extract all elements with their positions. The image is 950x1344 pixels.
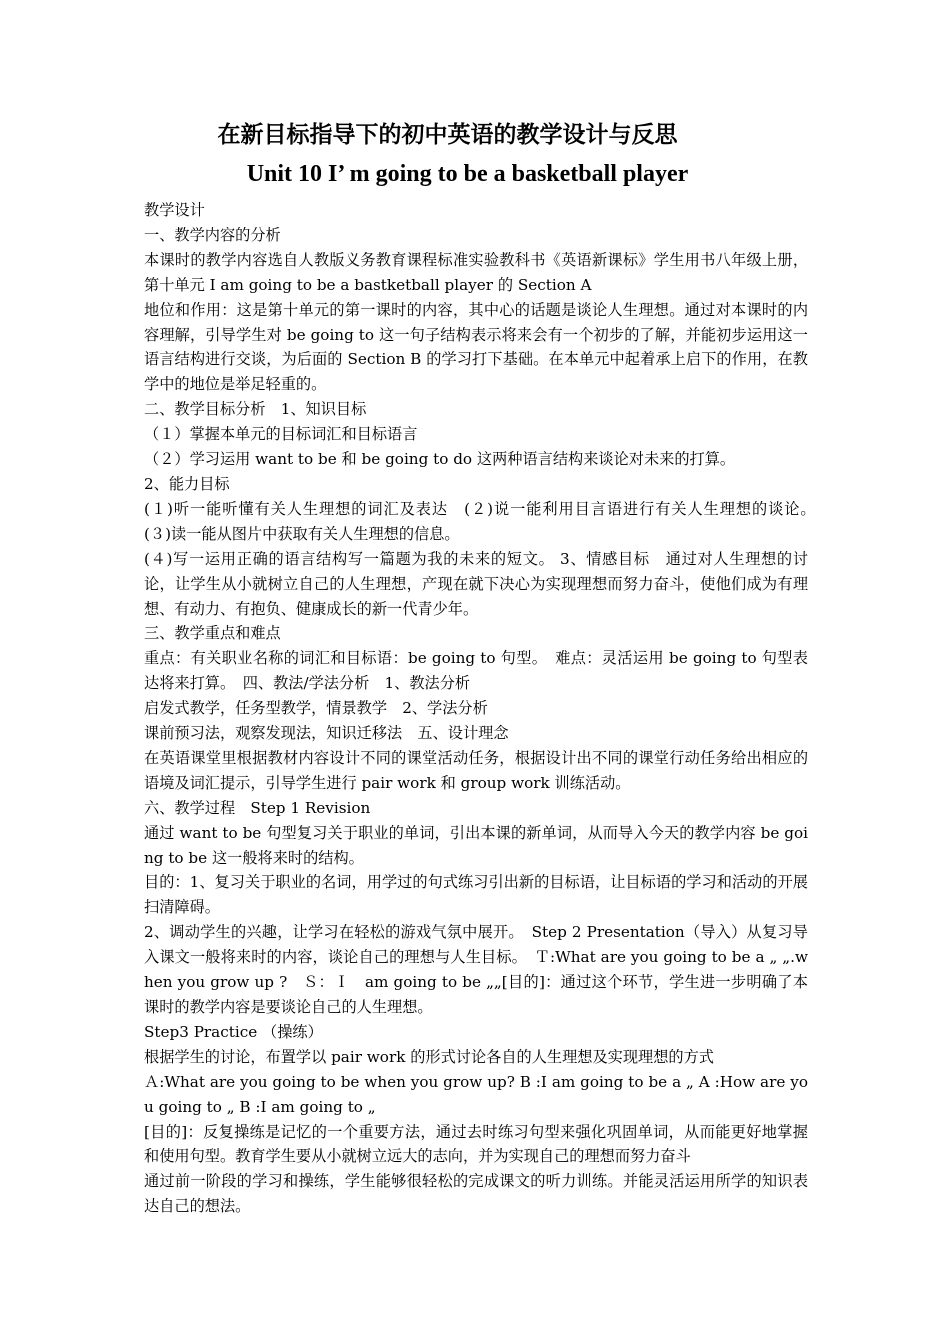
paragraph: 目的：1、复习关于职业的名词，用学过的句式练习引出新的目标语，让目标语的学习和活动的开展扫清障碍。 <box>144 873 808 917</box>
paragraph: （２）学习运用 want to be 和 be going to do 这两种语言结构来谈论对未来的打算。 <box>144 450 736 469</box>
paragraph: 2、能力目标 <box>144 474 230 493</box>
paragraph: (１)听一能听懂有关人生理想的词汇及表达 (２)说一能利用目言语进行有关人生理想的谈论。 (３)读一能从图片中获取有关人生理想的信息。 <box>144 499 824 543</box>
paragraph: [目的]：反复操练是记忆的一个重要方法，通过去时练习句型来强化巩固单词，从而能更好地掌握和使用句型。教育学生要从小就树立远大的志向，并为实现自己的理想而努力奋斗 <box>144 1122 808 1166</box>
paragraph: 地位和作用：这是第十单元的第一课时的内容，其中心的话题是谈论人生理想。通过对本课时的内容理解，引导学生对 be going to 这一句子结构表示将来会有一个初步的了解，并能初步运用这一语言结构进行交谈，为后面的 Section B 的学习打下基础。在本单元中起着承上启下的作用，在教学中的地位是举足轻重的。 <box>144 300 808 394</box>
paragraph: Ａ:What are you going to be when you grow up? B :I am going to be a „ A :How are you going to „ B :I am going to „ <box>144 1072 808 1116</box>
document-title: 在新目标指导下的初中英语的教学设计与反思 <box>217 122 678 148</box>
paragraph: 通过前一阶段的学习和操练，学生能够很轻松的完成课文的听力训练。并能灵活运用所学的知识表达自己的想法。 <box>144 1172 808 1216</box>
paragraph-section-3: 三、教学重点和难点 <box>144 624 281 643</box>
paragraph: 课前预习法，观察发现法，知识迁移法 五、设计理念 <box>144 724 509 743</box>
paragraph: (４)写一运用正确的语言结构写一篇题为我的未来的短文。 3、情感目标 通过对人生理想的讨论，让学生从小就树立自己的人生理想，产现在就下决心为实现理想而努力奋斗，使他们成为有理想、有动力、有抱负、健康成长的新一代青少年。 <box>144 549 808 618</box>
paragraph: 2、调动学生的兴趣，让学习在轻松的游戏气氛中展开。 Step 2 Presentation（导入）从复习导入课文一般将来时的内容，谈论自己的理想与人生目标。 Ｔ:What are you going to be a „ „.when you grow up ? Ｓ：Ｉ am going to be „„[目的]：通过这个环节，学生进一步明确了本课时的教学内容是要谈论自己的人生理想。 <box>144 923 808 1016</box>
paragraph: （１）掌握本单元的目标词汇和目标语言 <box>144 425 418 444</box>
paragraph-section-2: 二、教学目标分析 1、知识目标 <box>144 400 367 419</box>
paragraph-step-3: Step3 Practice （操练） <box>144 1022 323 1041</box>
paragraph: 在英语课堂里根据教材内容设计不同的课堂活动任务，根据设计出不同的课堂行动任务给出相应的语境及词汇提示，引导学生进行 pair work 和 group work 训练活动。 <box>144 748 808 792</box>
document-body <box>144 198 824 1219</box>
paragraph: 启发式教学，任务型教学，情景教学 2、学法分析 <box>144 699 488 718</box>
document-subtitle: Unit 10 I’ m going to be a basketball player <box>246 161 689 187</box>
paragraph-heading-design: 教学设计 <box>144 201 205 219</box>
paragraph: 根据学生的讨论，布置学以 pair work 的形式讨论各自的人生理想及实现理想的方式 <box>144 1047 714 1066</box>
paragraph: 本课时的教学内容选自人教版义务教育课程标准实验教科书《英语新课标》学生用书八年级上册，第十单元 I am going to be a bastketball player 的 Section A <box>144 250 808 294</box>
paragraph-section-6: 六、教学过程 Step 1 Revision <box>144 798 371 817</box>
paragraph: 通过 want to be 句型复习关于职业的单词，引出本课的新单词，从而导入今天的教学内容 be going to be 这一般将来时的结构。 <box>144 823 808 867</box>
paragraph-section-1: 一、教学内容的分析 <box>144 225 281 244</box>
paragraph: 重点：有关职业名称的词汇和目标语：be going to 句型。 难点：灵活运用 be going to 句型表达将来打算。 四、教法/学法分析 1、教法分析 <box>144 649 808 693</box>
